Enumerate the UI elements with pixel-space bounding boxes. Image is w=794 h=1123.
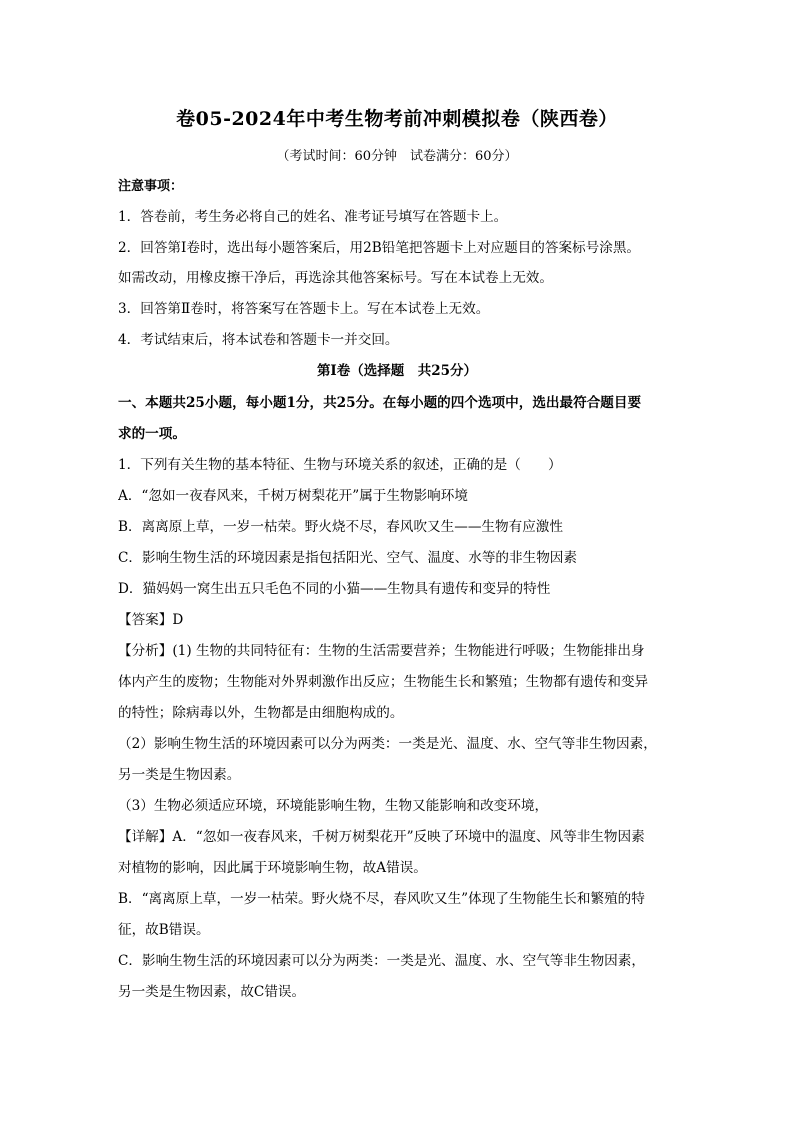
analysis-line-5: 另一类是生物因素。 [118,767,241,783]
detail-line-6: 另一类是生物因素，故C错误。 [118,984,306,1000]
note-item-1: 1．答卷前，考生务必将自己的姓名、准考证号填写在答题卡上。 [118,209,508,225]
question-1-option-a: A．“忽如一夜春风来，千树万树梨花开”属于生物影响环境 [118,488,468,504]
note-item-4: 4．考试结束后，将本试卷和答题卡一并交回。 [118,332,399,348]
analysis-line-3: 的特性；除病毒以外，生物都是由细胞构成的。 [118,705,404,721]
analysis-line-1: 【分析】(1) 生物的共同特征有：生物的生活需要营养；生物能进行呼吸；生物能排出身 [118,643,645,659]
note-item-3: 3．回答第Ⅱ卷时，将答案写在答题卡上。写在本试卷上无效。 [118,301,490,317]
exam-info: （考试时间：60分钟 试卷满分：60分） [276,149,518,164]
analysis-line-4: （2）影响生物生活的环境因素可以分为两类：一类是光、温度、水、空气等非生物因素， [118,736,657,752]
question-1-stem: 1．下列有关生物的基本特征、生物与环境关系的叙述，正确的是（ ） [118,457,562,473]
detail-line-1: 【详解】A．“忽如一夜春风来，千树万树梨花开”反映了环境中的温度、风等非生物因素 [118,829,645,845]
note-item-2-line-1: 2．回答第Ⅰ卷时，选出每小题答案后，用2B铅笔把答题卡上对应题目的答案标号涂黑。 [118,240,641,256]
detail-line-3: B．“离离原上草，一岁一枯荣。野火烧不尽，春风吹又生”体现了生物能生长和繁殖的特 [118,891,645,907]
note-item-2-line-2: 如需改动，用橡皮擦干净后，再选涂其他答案标号。写在本试卷上无效。 [118,270,553,286]
analysis-line-6: （3）生物必须适应环境，环境能影响生物，生物又能影响和改变环境， [118,798,549,814]
analysis-line-2: 体内产生的废物；生物能对外界刺激作出反应；生物能生长和繁殖；生物都有遗传和变异 [118,674,649,690]
notes-heading: 注意事项： [118,179,184,194]
question-1-option-c: C．影响生物生活的环境因素是指包括阳光、空气、温度、水等的非生物因素 [118,550,577,566]
detail-line-4: 征，故B错误。 [118,922,210,938]
page-title: 卷05-2024年中考生物考前冲刺模拟卷（陕西卷） [176,108,618,130]
section-heading: 第Ⅰ卷（选择题 共25分） [316,363,478,379]
question-1-answer: 【答案】D [118,612,184,628]
detail-line-2: 对植物的影响，因此属于环境影响生物，故A错误。 [118,860,427,876]
question-1-option-d: D．猫妈妈一窝生出五只毛色不同的小猫——生物具有遗传和变异的特性 [118,581,551,597]
detail-line-5: C．影响生物生活的环境因素可以分为两类：一类是光、温度、水、空气等非生物因素， [118,953,645,969]
section-instruction-line-1: 一、本题共25小题，每小题1分，共25分。在每小题的四个选项中，选出最符合题目要 [118,395,642,411]
section-instruction-line-2: 求的一项。 [118,426,186,442]
question-1-option-b: B．离离原上草，一岁一枯荣。野火烧不尽，春风吹又生——生物有应激性 [118,519,563,535]
